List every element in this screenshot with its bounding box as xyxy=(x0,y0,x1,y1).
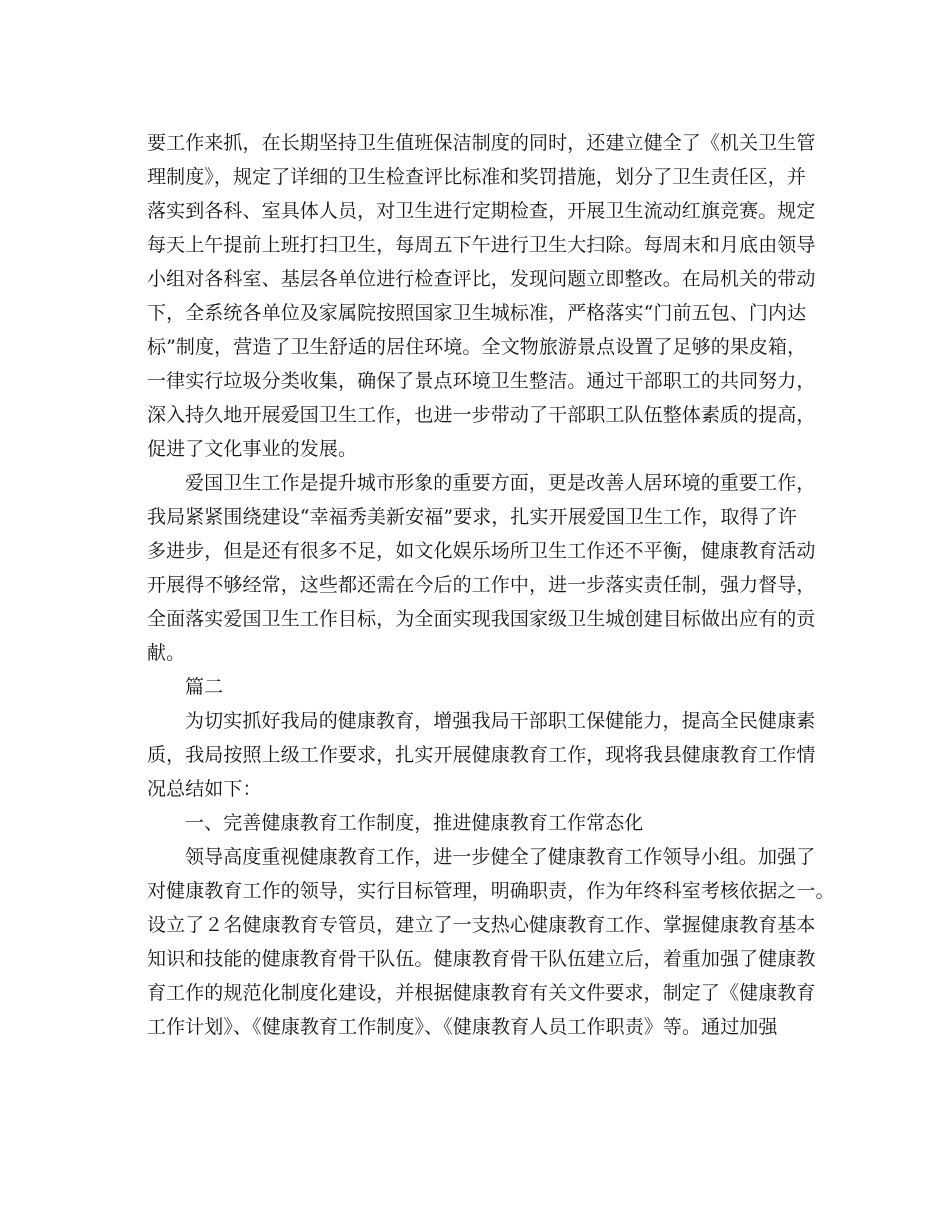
text-line: 要工作来抓，在长期坚持卫生值班保洁制度的同时，还建立健全了《机关卫生管 xyxy=(147,132,816,154)
text-line: 标”制度，营造了卫生舒适的居住环境。全文物旅游景点设置了足够的果皮箱， xyxy=(147,336,807,358)
text-line: 理制度》，规定了详细的卫生检查评比标准和奖罚措施，划分了卫生责任区，并 xyxy=(147,166,807,188)
text-line: 多进步，但是还有很多不足，如文化娱乐场所卫生工作还不平衡，健康教育活动 xyxy=(147,540,816,562)
text-line: 质，我局按照上级工作要求，扎实开展健康教育工作，现将我县健康教育工作情 xyxy=(147,744,816,766)
text-line: 我局紧紧围绕建设“幸福秀美新安福”要求，扎实开展爱国卫生工作，取得了许 xyxy=(147,506,797,528)
text-line: 全面落实爱国卫生工作目标，为全面实现我国家级卫生城创建目标做出应有的贡 xyxy=(147,608,816,630)
text-line: 一律实行垃圾分类收集，确保了景点环境卫生整洁。通过干部职工的共同努力， xyxy=(147,370,816,392)
paragraph-first-line: 爱国卫生工作是提升城市形象的重要方面，更是改善人居环境的重要工作， xyxy=(185,472,816,494)
paragraph-first-line: 领导高度重视健康教育工作，进一步健全了健康教育工作领导小组。加强了 xyxy=(185,846,816,868)
text-line: 工作计划》、《健康教育工作制度》、《健康教育人员工作职责》等。通过加强 xyxy=(147,1016,778,1038)
text-line: 小组对各科室、基层各单位进行检查评比，发现问题立即整改。在局机关的带动 xyxy=(147,268,816,290)
text-line: 知识和技能的健康教育骨干队伍。健康教育骨干队伍建立后，着重加强了健康教 xyxy=(147,948,816,970)
text-line: 每天上午提前上班打扫卫生，每周五下午进行卫生大扫除。每周末和月底由领导 xyxy=(147,234,816,256)
subsection-heading: 一、完善健康教育工作制度，推进健康教育工作常态化 xyxy=(185,812,644,834)
text-line: 下，全系统各单位及家属院按照国家卫生城标准，严格落实“门前五包、门内达 xyxy=(147,302,807,324)
text-line: 设立了２名健康教育专管员，建立了一支热心健康教育工作、掌握健康教育基本 xyxy=(147,914,816,936)
text-line: 深入持久地开展爱国卫生工作，也进一步带动了干部职工队伍整体素质的提高， xyxy=(147,404,816,426)
text-line: 对健康教育工作的领导，实行目标管理，明确职责，作为年终科室考核依据之一。 xyxy=(147,880,835,902)
text-line: 促进了文化事业的发展。 xyxy=(147,438,358,460)
text-line: 况总结如下： xyxy=(147,778,262,800)
text-line: 育工作的规范化制度化建设，并根据健康教育有关文件要求，制定了《健康教育 xyxy=(147,982,816,1004)
paragraph-first-line: 为切实抓好我局的健康教育，增强我局干部职工保健能力，提高全民健康素 xyxy=(185,710,816,732)
text-line: 献。 xyxy=(147,642,186,664)
text-line: 开展得不够经常，这些都还需在今后的工作中，进一步落实责任制，强力督导， xyxy=(147,574,816,596)
section-heading: 篇二 xyxy=(185,676,224,698)
text-line: 落实到各科、室具体人员，对卫生进行定期检查，开展卫生流动红旗竞赛。规定 xyxy=(147,200,816,222)
